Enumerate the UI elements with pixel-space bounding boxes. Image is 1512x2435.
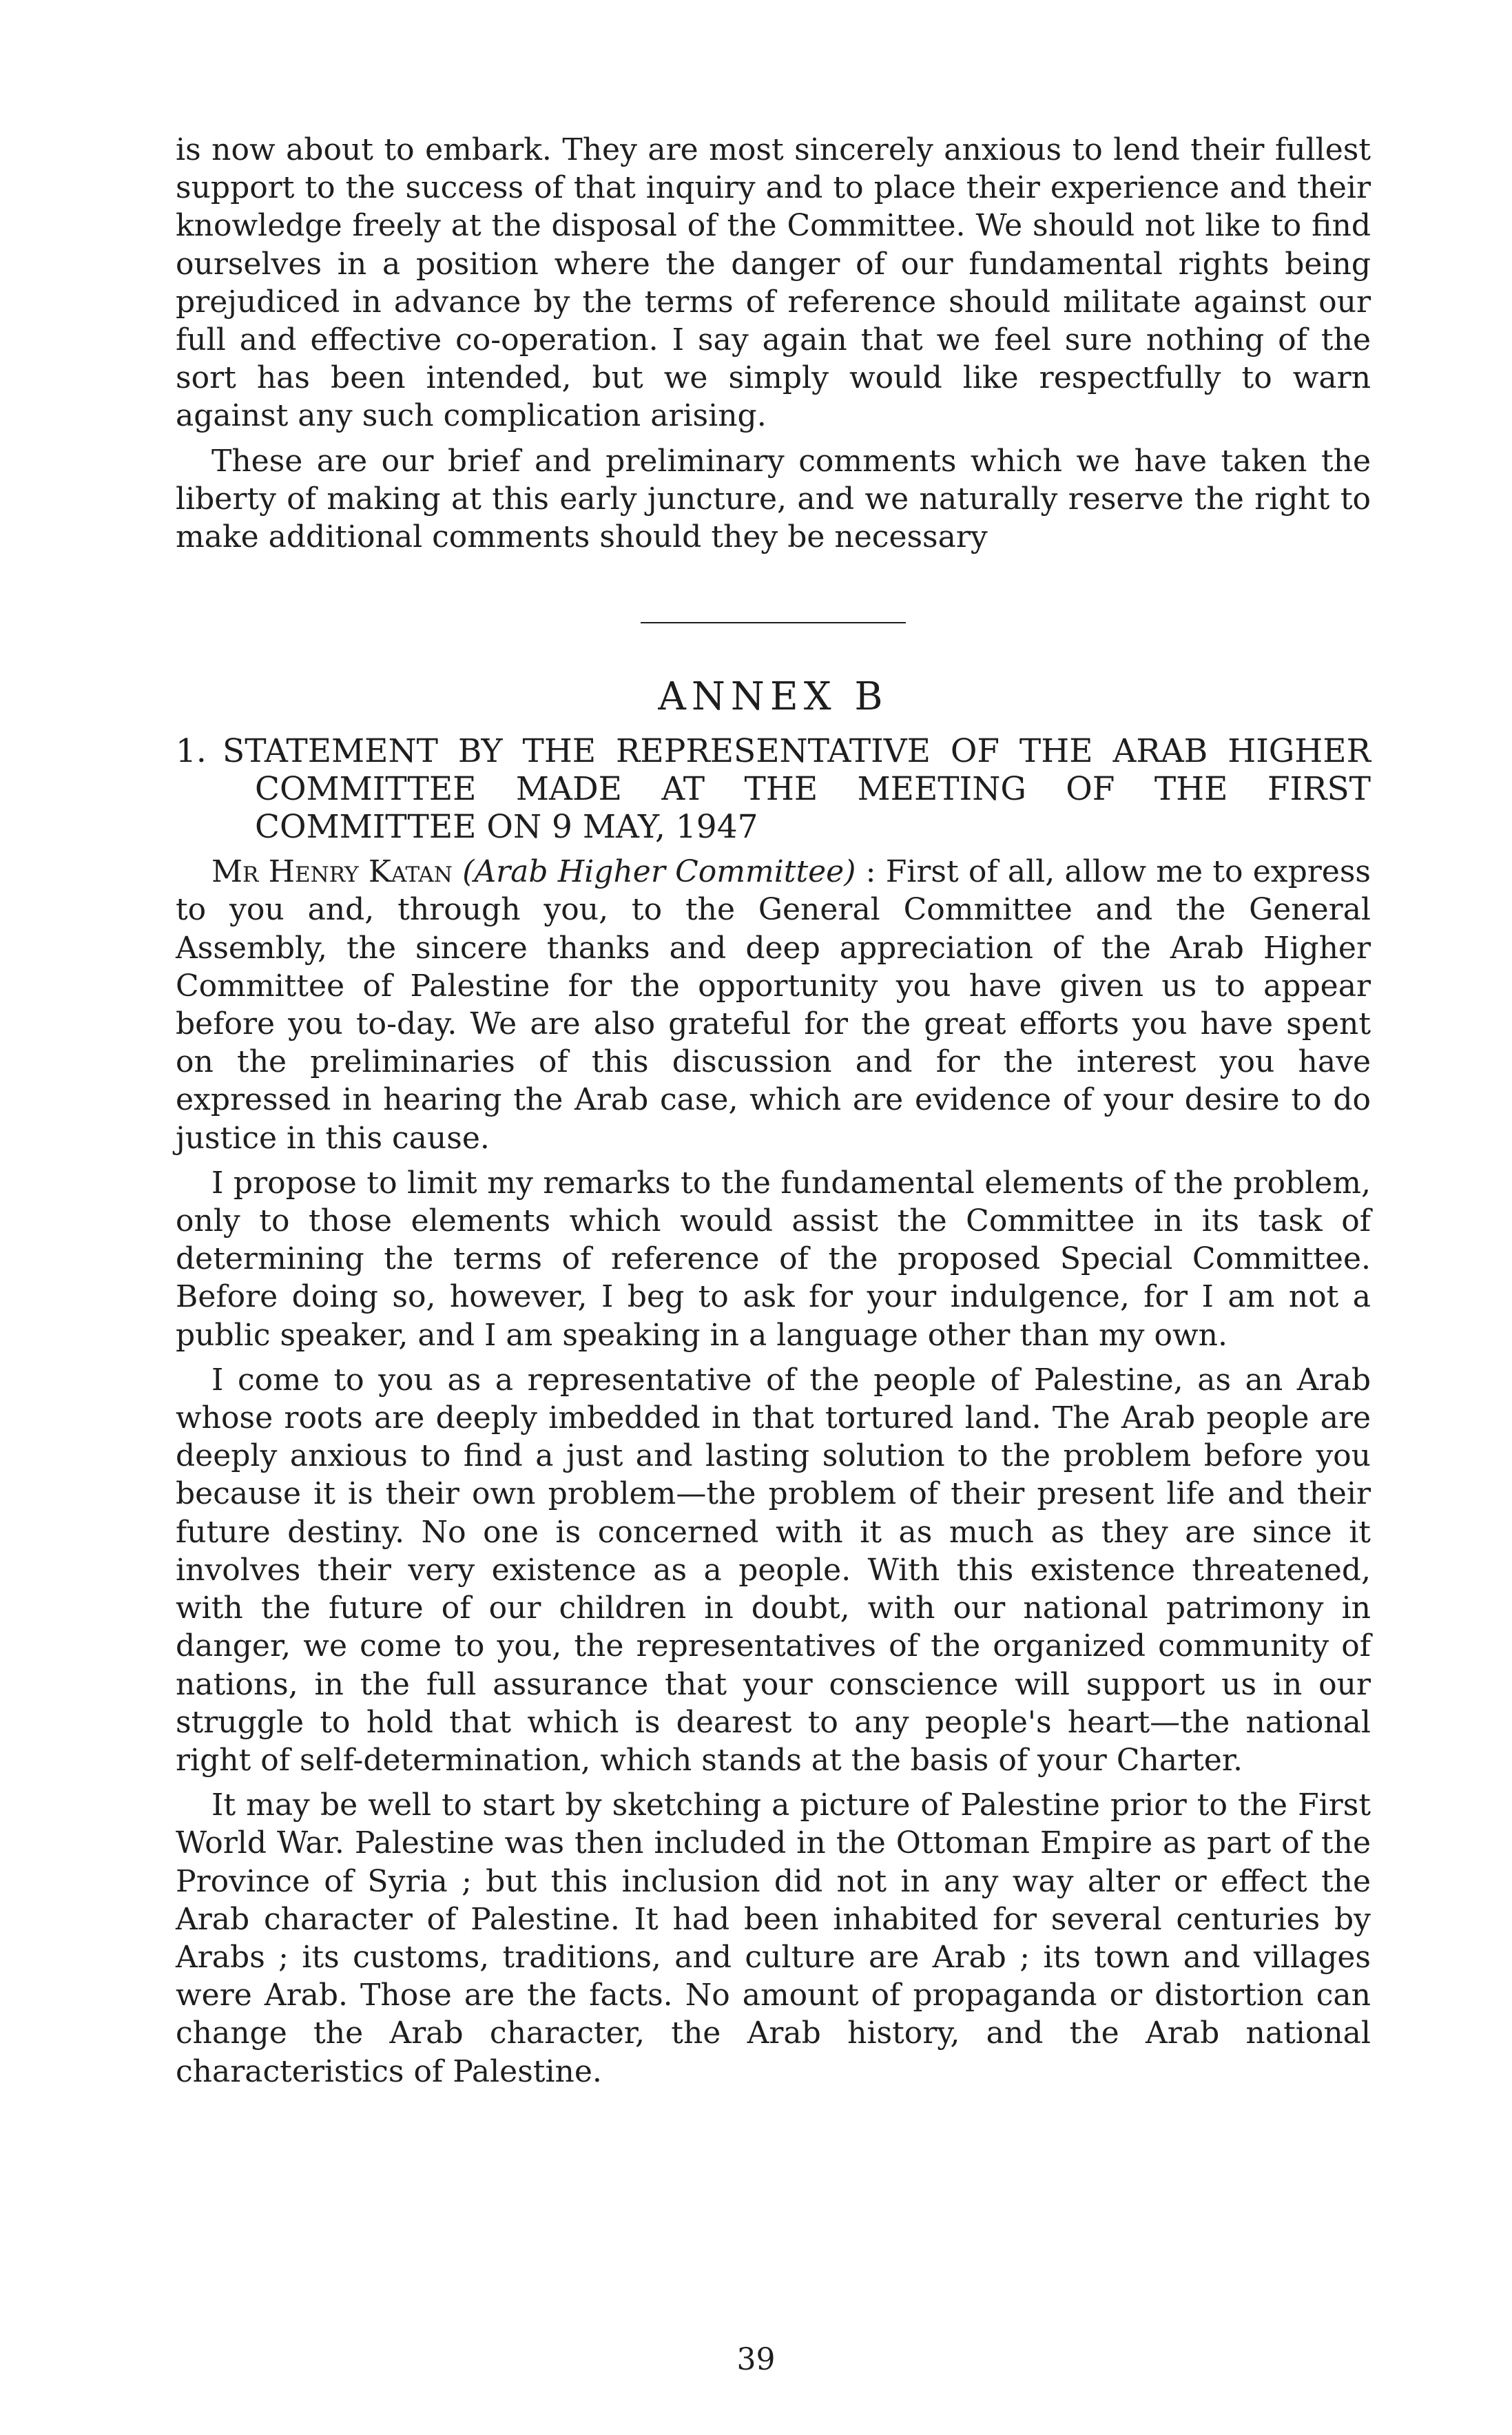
statement-number: 1.	[176, 732, 207, 771]
annex-title: ANNEX B	[658, 674, 889, 720]
page-body	[176, 131, 1371, 2091]
statement-heading-text: STATEMENT BY THE REPRESENTATIVE OF THE ARAB HIGHER COMMITTEE MADE AT THE MEETING OF THE FIRST COMMITTEE ON 9 MAY, 1947	[222, 732, 1371, 847]
speaker-name: Mr Henry Katan	[211, 854, 453, 890]
continuation-paragraph-1: is now about to embark. They are most sincerely anxious to lend their fullest support to the success of that inquiry and to place their experience and their knowledge freely at the disposal of the Committee. We should not like to find ourselves in a position where the danger of our fundamental rights being prejudiced in advance by the terms of reference should militate against our full and effective co-operation. I say again that we feel sure nothing of the sort has been intended, but we simply would like respectfully to warn against any such complication arising.	[176, 132, 1371, 434]
speech-paragraph-2: I propose to limit my remarks to the fundamental elements of the problem, only to those elements which would assist the Committee in its task of determining the terms of reference of the proposed Special Committee. Before doing so, however, I beg to ask for your indulgence, for I am not a public speaker, and I am speaking in a language other than my own.	[176, 1165, 1371, 1353]
speech-opening-text: First of all, allow me to express to you and, through you, to the General Committee and the General Assembly, the sincere thanks and deep appreciation of the Arab Higher Committee of Palestine for the opportunity you have given us to appear before you to-day. We are also grateful for the great efforts you have spent on the preliminaries of this discussion and for the interest you have expressed in hearing the Arab case, which are evidence of your desire to do justice in this cause.	[176, 854, 1371, 1156]
speaker-affiliation: (Arab Higher Committee)	[462, 854, 856, 890]
page-number: 39	[736, 2342, 776, 2377]
continuation-paragraph-2: These are our brief and preliminary comments which we have taken the liberty of making at this early juncture, and we naturally reserve the right to make additional comments should they be necessary	[176, 443, 1371, 555]
statement-heading	[176, 732, 1371, 846]
speaker-separator: :	[856, 854, 886, 890]
speech-paragraph-4: It may be well to start by sketching a picture of Palestine prior to the First World War. Palestine was then included in the Ottoman Empire as part of the Province of Syria ; but this inclusion did not in any way alter or effect the Arab character of Palestine. It had been inhabited for several centuries by Arabs ; its customs, traditions, and culture are Arab ; its town and villages were Arab. Those are the facts. No amount of propaganda or distortion can change the Arab character, the Arab history, and the Arab national characteristics of Palestine.	[176, 1788, 1371, 2089]
section-divider	[641, 622, 906, 623]
speech-opening-paragraph	[176, 853, 1371, 1157]
speech-paragraph-3: I come to you as a representative of the people of Palestine, as an Arab whose roots are deeply imbedded in that tortured land. The Arab people are deeply anxious to find a just and lasting solution to the problem before you because it is their own problem—the problem of their present life and their future destiny. No one is concerned with it as much as they are since it involves their very existence as a people. With this existence threatened, with the future of our children in doubt, with our national patrimony in danger, we come to you, the representatives of the organized community of nations, in the full assurance that your conscience will support us in our struggle to hold that which is dearest to any people's heart—the national right of self-determination, which stands at the basis of your Charter.	[176, 1362, 1371, 1778]
